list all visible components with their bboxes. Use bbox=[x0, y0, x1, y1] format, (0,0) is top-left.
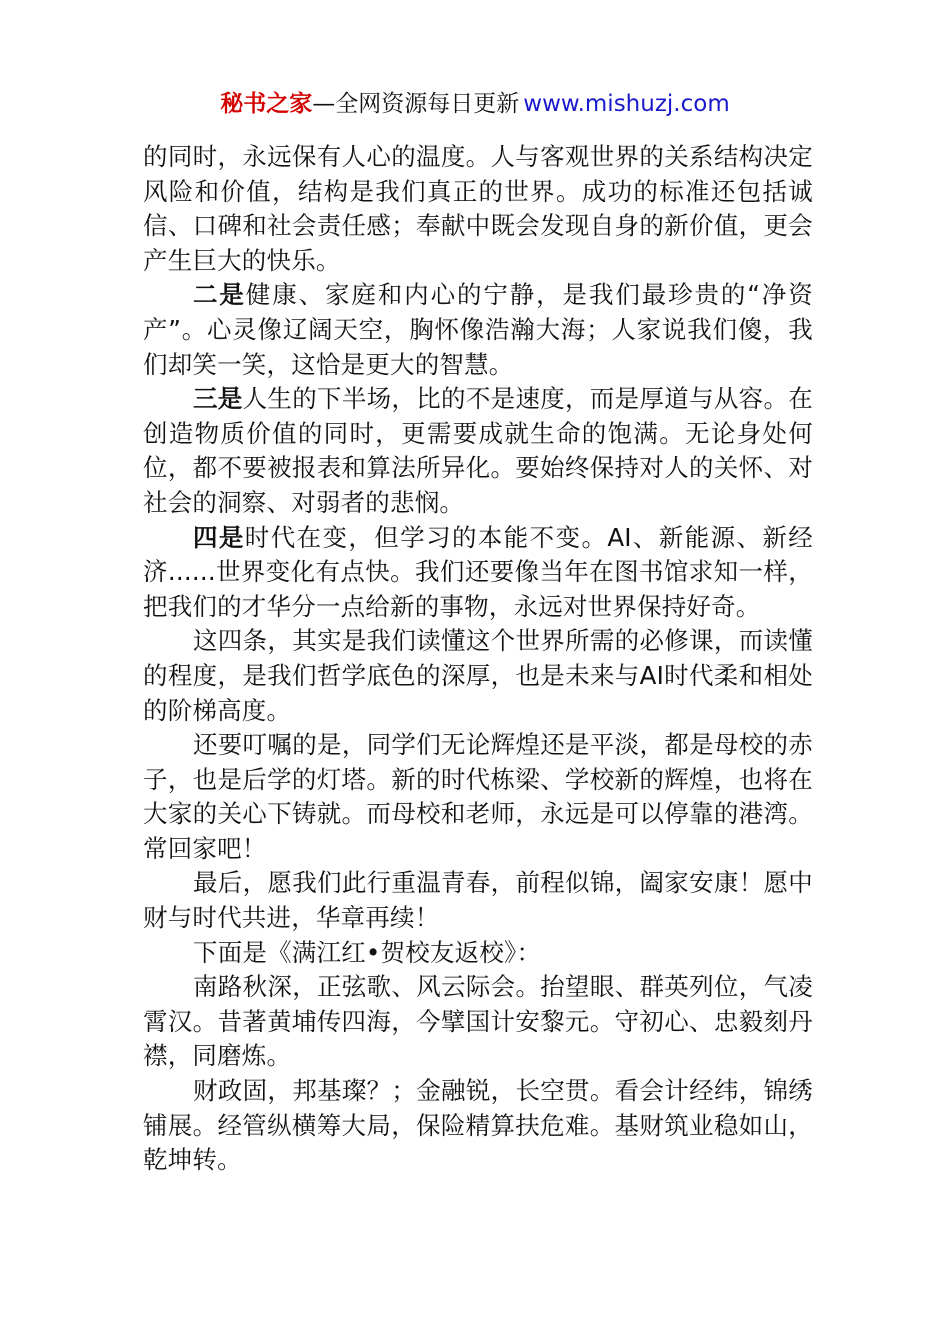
paragraph-text: 南路秋深，正弦歌、风云际会。抬望眼、群英列位，气凌霄汉。昔著黄埔传四海，今擘国计安黎元。守初心、忠毅刻丹襟，同磨炼。 bbox=[143, 972, 813, 1071]
paragraph-text: 还要叮嘱的是，同学们无论辉煌还是平淡，都是母校的赤子，也是后学的灯塔。新的时代栋梁、学校新的辉煌，也将在大家的关心下铸就。而母校和老师，永远是可以停靠的港湾。常回家吧！ bbox=[143, 730, 813, 863]
paragraph-lead: 三是 bbox=[193, 384, 243, 414]
header-tagline: —全网资源每日更新 bbox=[312, 91, 520, 117]
paragraph-point-two bbox=[143, 278, 813, 382]
site-url-link[interactable]: www.mishuzj.com bbox=[523, 91, 730, 117]
paragraph-text: 这四条，其实是我们读懂这个世界所需的必修课，而读懂的程度，是我们哲学底色的深厚，也是未来与AI时代柔和相处的阶梯高度。 bbox=[143, 626, 813, 725]
paragraph-poem-intro bbox=[143, 936, 813, 971]
paragraph-point-three bbox=[143, 382, 813, 520]
paragraph-text: 健康、家庭和内心的宁静，是我们最珍贵的“净资产”。心灵像辽阔天空，胸怀像浩瀚大海；人家说我们傻，我们却笑一笑，这恰是更大的智慧。 bbox=[143, 280, 813, 379]
paragraph-text: 时代在变，但学习的本能不变。AI、新能源、新经济......世界变化有点快。我们还要像当年在图书馆求知一样，把我们的才华分一点给新的事物，永远对世界保持好奇。 bbox=[143, 522, 813, 621]
paragraph-text: 财政固，邦基璨？；金融锐，长空贯。看会计经纬，锦绣铺展。经管纵横筹大局，保险精算扶危难。基财筑业稳如山，乾坤转。 bbox=[143, 1076, 813, 1175]
paragraph-closing-wishes bbox=[143, 866, 813, 935]
paragraph-summary bbox=[143, 624, 813, 728]
document-body bbox=[143, 140, 813, 1178]
paragraph-lead: 四是 bbox=[193, 522, 245, 552]
poem-stanza-one bbox=[143, 970, 813, 1074]
paragraph-lead: 二是 bbox=[193, 280, 246, 310]
paragraph-point-four bbox=[143, 521, 813, 625]
page-header bbox=[0, 88, 950, 120]
brand-name: 秘书之家 bbox=[220, 91, 313, 117]
paragraph-exhortation bbox=[143, 728, 813, 866]
paragraph-text: 最后，愿我们此行重温青春，前程似锦，阖家安康！愿中财与时代共进，华章再续！ bbox=[143, 868, 813, 933]
paragraph-text: 的同时，永远保有人心的温度。人与客观世界的关系结构决定风险和价值，结构是我们真正的世界。成功的标准还包括诚信、口碑和社会责任感；奉献中既会发现自身的新价值，更会产生巨大的快乐。 bbox=[143, 142, 813, 275]
poem-stanza-two bbox=[143, 1074, 813, 1178]
paragraph-text: 人生的下半场，比的不是速度，而是厚道与从容。在创造物质价值的同时，更需要成就生命的饱满。无论身处何位，都不要被报表和算法所异化。要始终保持对人的关怀、对社会的洞察、对弱者的悲悯。 bbox=[143, 384, 813, 517]
paragraph-text: 下面是《满江红•贺校友返校》： bbox=[193, 937, 542, 967]
paragraph-continuation bbox=[143, 140, 813, 278]
